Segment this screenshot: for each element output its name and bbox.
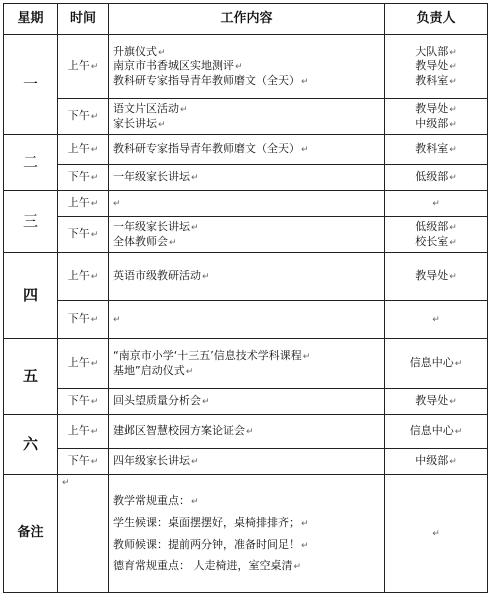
paragraph-mark: ↵ (432, 529, 440, 540)
paragraph-mark: ↵ (90, 62, 99, 73)
remarks-row (4, 475, 488, 593)
work-content (109, 99, 385, 135)
owner-item (389, 45, 483, 60)
day-label: 五 (4, 339, 58, 415)
paragraph-mark: ↵ (90, 145, 99, 156)
header-owner: 负责人 (385, 4, 488, 35)
work-content (109, 301, 385, 339)
paragraph-mark: ↵ (449, 222, 457, 233)
owner-item-text: 中级部 (415, 454, 449, 468)
remark-line-text: 教学常规重点： (113, 494, 190, 508)
paragraph-mark: ↵ (191, 497, 199, 508)
remarks-label: 备注 (4, 475, 58, 593)
remark-line-text: 学生候课：桌面摆摆好，桌椅排排齐； (113, 515, 300, 529)
paragraph-mark: ↵ (449, 104, 457, 115)
work-item (113, 142, 380, 157)
paragraph-mark: ↵ (449, 397, 457, 408)
paragraph-mark: ↵ (432, 199, 440, 210)
paragraph-mark: ↵ (191, 173, 199, 184)
remarks-owner-cell (385, 475, 488, 593)
schedule-row (4, 191, 488, 217)
owner-item (389, 59, 483, 74)
remark-line-text: 教师候课：提前两分钟，准备时间足！ (113, 537, 300, 551)
owner-item-text: 低级部 (415, 170, 449, 184)
time-slot (58, 301, 109, 339)
work-item (113, 349, 380, 364)
time-slot (58, 35, 109, 99)
work-item (113, 394, 380, 409)
paragraph-mark: ↵ (90, 427, 99, 438)
paragraph-mark: ↵ (158, 47, 166, 58)
time-slot-text: 上午 (67, 356, 90, 370)
paragraph-mark: ↵ (301, 518, 309, 529)
owner-item-text: 教导处 (415, 269, 449, 283)
work-item (113, 220, 380, 235)
paragraph-mark: ↵ (113, 315, 121, 326)
header-work: 工作内容 (109, 4, 385, 35)
owner (385, 339, 488, 389)
time-slot-text: 上午 (67, 196, 90, 210)
remark-line (113, 490, 380, 512)
schedule-row (4, 339, 488, 389)
work-item-text: 南京市书香城区实地测评 (113, 59, 234, 73)
owner-item (389, 220, 483, 235)
owner-item-text: 信息中心 (409, 356, 454, 370)
owner-item-text: 低级部 (415, 219, 449, 233)
work-item-text: 家长讲坛 (113, 116, 157, 130)
owner-item (389, 424, 483, 439)
schedule-row (4, 35, 488, 99)
paragraph-mark: ↵ (202, 397, 210, 408)
work-item (113, 170, 380, 185)
owner-item-text: 大队部 (415, 44, 449, 58)
day-label: 一 (4, 35, 58, 135)
paragraph-mark: ↵ (449, 145, 457, 156)
work-item-text: 一年级家长讲坛 (113, 219, 190, 233)
time-slot (58, 339, 109, 389)
owner (385, 135, 488, 165)
time-slot (58, 99, 109, 135)
work-content (109, 415, 385, 449)
owner-item (389, 454, 483, 469)
header-day: 星期 (4, 4, 58, 35)
paragraph-mark: ↵ (90, 457, 99, 468)
work-content (109, 253, 385, 301)
paragraph-mark: ↵ (90, 397, 99, 408)
work-content (109, 217, 385, 253)
work-item (113, 364, 380, 379)
work-item (113, 269, 380, 284)
schedule-row (4, 253, 488, 301)
owner-item-text: 中级部 (415, 116, 449, 130)
paragraph-mark: ↵ (454, 427, 463, 438)
owner-item (389, 74, 483, 89)
time-slot-text: 下午 (67, 454, 90, 468)
work-item-text: 四年级家长讲坛 (113, 454, 190, 468)
work-item-text: 基地”启动仪式 (113, 363, 185, 377)
schedule-row (4, 165, 488, 191)
schedule-row (4, 415, 488, 449)
time-slot-text: 上午 (67, 424, 90, 438)
time-slot (58, 217, 109, 253)
work-item (113, 59, 380, 74)
owner-item (389, 269, 483, 284)
paragraph-mark: ↵ (113, 199, 121, 210)
owner-item (389, 394, 483, 409)
paragraph-mark: ↵ (235, 62, 243, 73)
time-slot (58, 389, 109, 415)
work-item (113, 235, 380, 250)
paragraph-mark: ↵ (454, 359, 463, 370)
owner (385, 449, 488, 475)
paragraph-mark: ↵ (191, 222, 199, 233)
remark-line (113, 512, 380, 534)
header-row (4, 4, 488, 35)
time-slot-text: 下午 (67, 394, 90, 408)
work-item-text: 建邺区智慧校园方案论证会 (113, 424, 245, 438)
owner (385, 35, 488, 99)
schedule-body (4, 35, 488, 593)
paragraph-mark: ↵ (185, 366, 194, 377)
time-slot (58, 135, 109, 165)
paragraph-mark: ↵ (62, 478, 70, 488)
owner-item-text: 校长室 (415, 234, 449, 248)
paragraph-mark: ↵ (90, 315, 99, 326)
schedule-row (4, 389, 488, 415)
paragraph-mark: ↵ (301, 76, 309, 87)
work-item-text: 回头望质量分析会 (113, 394, 201, 408)
work-content (109, 35, 385, 99)
work-item-text: “南京市小学‘十三五’信息技术学科课程 (113, 348, 302, 362)
work-item-text: 一年级家长讲坛 (113, 170, 190, 184)
owner-item (389, 142, 483, 157)
owner-item (389, 170, 483, 185)
paragraph-mark: ↵ (90, 359, 99, 370)
paragraph-mark: ↵ (90, 230, 99, 241)
work-content (109, 389, 385, 415)
work-content (109, 165, 385, 191)
time-slot-text: 下午 (67, 227, 90, 241)
header-time: 时间 (58, 4, 109, 35)
owner (385, 253, 488, 301)
schedule-row (4, 99, 488, 135)
remarks-time-cell (58, 475, 109, 593)
paragraph-mark: ↵ (191, 457, 199, 468)
schedule-row (4, 301, 488, 339)
paragraph-mark: ↵ (90, 272, 99, 283)
owner (385, 191, 488, 217)
owner-item-text: 教导处 (415, 59, 449, 73)
time-slot-text: 下午 (67, 109, 90, 123)
time-slot-text: 上午 (67, 59, 90, 73)
owner-item (389, 235, 483, 250)
work-item (113, 117, 380, 132)
owner (385, 165, 488, 191)
owner (385, 415, 488, 449)
work-content (109, 449, 385, 475)
paragraph-mark: ↵ (293, 562, 302, 573)
work-content (109, 191, 385, 217)
work-item-text: 语文片区活动 (113, 101, 179, 115)
owner (385, 389, 488, 415)
owner (385, 301, 488, 339)
time-slot-text: 上午 (67, 269, 90, 283)
time-slot (58, 253, 109, 301)
paragraph-mark: ↵ (202, 272, 210, 283)
owner (385, 99, 488, 135)
work-item-text: 教科研专家指导青年教师磨文（全天） (113, 142, 300, 156)
paragraph-mark: ↵ (302, 351, 311, 362)
remarks-content (109, 475, 385, 593)
paragraph-mark: ↵ (246, 427, 254, 438)
remark-line (113, 555, 380, 577)
paragraph-mark: ↵ (432, 315, 440, 326)
work-item-text: 英语市级教研活动 (113, 269, 201, 283)
schedule-row (4, 449, 488, 475)
work-item-text: 全体教师会 (113, 234, 168, 248)
owner-item (389, 117, 483, 132)
owner-item-text: 教科室 (415, 73, 449, 87)
time-slot-text: 下午 (67, 170, 90, 184)
paragraph-mark: ↵ (449, 237, 457, 248)
paragraph-mark: ↵ (301, 540, 309, 551)
paragraph-mark: ↵ (449, 272, 457, 283)
work-item (113, 454, 380, 469)
paragraph-mark: ↵ (449, 173, 457, 184)
owner-item-text: 信息中心 (409, 424, 454, 438)
time-slot (58, 415, 109, 449)
work-item (113, 102, 380, 117)
time-slot-text: 下午 (67, 312, 90, 326)
remark-line (113, 534, 380, 556)
owner-item-text: 教科室 (415, 142, 449, 156)
paragraph-mark: ↵ (90, 173, 99, 184)
time-slot (58, 165, 109, 191)
remark-line-text: 德育常规重点： 人走椅进，室空桌清 (113, 559, 293, 573)
owner-item-text: 教导处 (415, 394, 449, 408)
day-label: 四 (4, 253, 58, 339)
schedule-row (4, 135, 488, 165)
day-label: 六 (4, 415, 58, 475)
work-item (113, 424, 380, 439)
work-content (109, 339, 385, 389)
owner-item-text: 教导处 (415, 101, 449, 115)
paragraph-mark: ↵ (90, 199, 99, 210)
paragraph-mark: ↵ (301, 145, 309, 156)
day-label: 二 (4, 135, 58, 191)
paragraph-mark: ↵ (449, 62, 457, 73)
day-label: 三 (4, 191, 58, 253)
weekly-schedule-table (3, 3, 488, 593)
owner (385, 217, 488, 253)
work-item (113, 45, 380, 60)
paragraph-mark: ↵ (169, 237, 177, 248)
paragraph-mark: ↵ (158, 119, 166, 130)
paragraph-mark: ↵ (449, 119, 457, 130)
work-item (113, 74, 380, 89)
owner-item (389, 356, 483, 371)
schedule-row (4, 217, 488, 253)
work-item-text: 教科研专家指导青年教师磨文（全天） (113, 73, 300, 87)
time-slot-text: 上午 (67, 142, 90, 156)
paragraph-mark: ↵ (449, 47, 457, 58)
time-slot (58, 191, 109, 217)
owner-item (389, 102, 483, 117)
paragraph-mark: ↵ (449, 457, 457, 468)
paragraph-mark: ↵ (449, 76, 457, 87)
work-content (109, 135, 385, 165)
paragraph-mark: ↵ (180, 104, 188, 115)
paragraph-mark: ↵ (90, 112, 99, 123)
work-item-text: 升旗仪式 (113, 44, 157, 58)
time-slot (58, 449, 109, 475)
